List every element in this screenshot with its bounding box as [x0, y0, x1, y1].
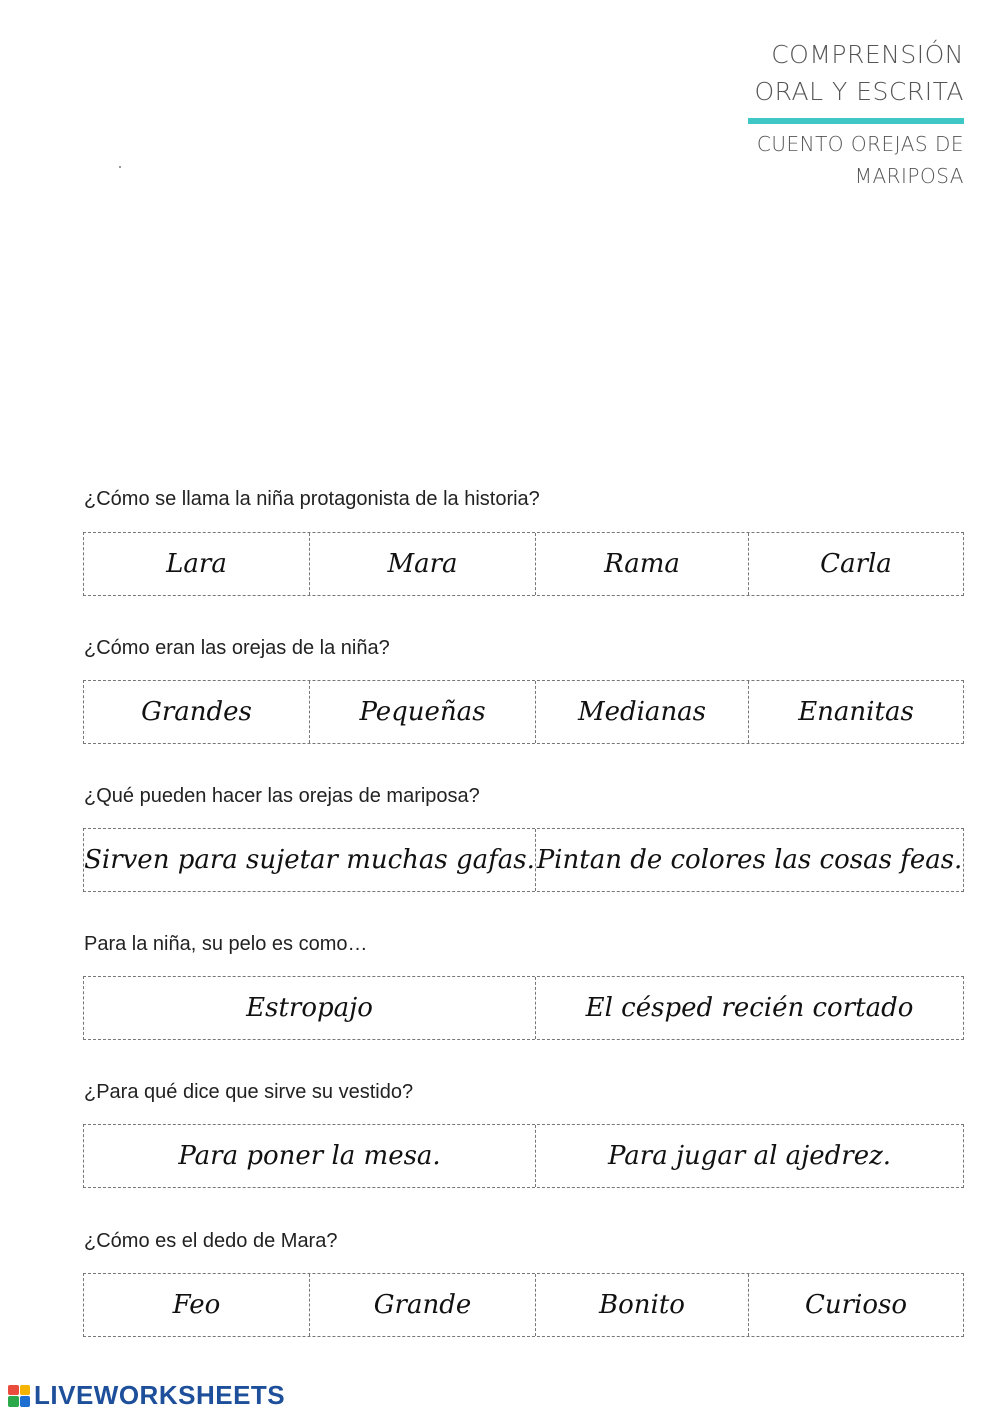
question-2: ¿Cómo eran las orejas de la niña?	[84, 637, 390, 659]
answer-option[interactable]: Medianas	[536, 681, 749, 743]
brand-name: LIVEWORKSHEETS	[34, 1380, 286, 1410]
liveworksheets-footer	[8, 1380, 285, 1411]
answer-option[interactable]: Para jugar al ajedrez.	[607, 1141, 892, 1171]
answer-option[interactable]: Estropajo	[84, 977, 536, 1039]
answer-option[interactable]: El césped recién cortado	[585, 993, 914, 1023]
answer-option[interactable]: Para poner la mesa.	[84, 1125, 536, 1187]
answer-option[interactable]: Bonito	[536, 1274, 749, 1336]
answer-option[interactable]: Carla	[820, 549, 892, 579]
answer-option[interactable]: Mara	[310, 533, 536, 595]
question-6: ¿Cómo es el dedo de Mara?	[84, 1230, 338, 1252]
worksheet-header	[734, 36, 964, 192]
answer-option[interactable]: Pequeñas	[310, 681, 536, 743]
answer-row-2	[83, 680, 964, 744]
header-title-line2: ORAL Y ESCRITA	[754, 77, 964, 106]
stray-dot	[119, 166, 121, 168]
answer-option[interactable]: Grandes	[84, 681, 310, 743]
header-subtitle-line2: MARIPOSA	[854, 164, 964, 188]
answer-option[interactable]: Enanitas	[798, 697, 914, 727]
answer-option[interactable]: Lara	[84, 533, 310, 595]
answer-option[interactable]: Pintan de colores las cosas feas.	[536, 845, 963, 875]
answer-row-1	[83, 532, 964, 596]
header-title-line1: COMPRENSIÓN	[771, 40, 964, 69]
answer-row-3	[83, 828, 964, 892]
answer-option[interactable]: Rama	[536, 533, 749, 595]
header-subtitle-line1: CUENTO OREJAS DE	[756, 132, 964, 156]
answer-option[interactable]: Curioso	[804, 1290, 908, 1320]
question-1: ¿Cómo se llama la niña protagonista de la historia?	[84, 488, 540, 510]
header-accent-rule	[748, 118, 964, 124]
answer-option[interactable]: Sirven para sujetar muchas gafas.	[84, 829, 536, 891]
question-3: ¿Qué pueden hacer las orejas de mariposa?	[84, 785, 480, 807]
liveworksheets-logo-icon	[8, 1385, 30, 1407]
answer-option[interactable]: Feo	[84, 1274, 310, 1336]
answer-row-6	[83, 1273, 964, 1337]
answer-row-4	[83, 976, 964, 1040]
question-4: Para la niña, su pelo es como…	[84, 933, 368, 955]
question-5: ¿Para qué dice que sirve su vestido?	[84, 1081, 414, 1103]
answer-option[interactable]: Grande	[310, 1274, 536, 1336]
answer-row-5	[83, 1124, 964, 1188]
